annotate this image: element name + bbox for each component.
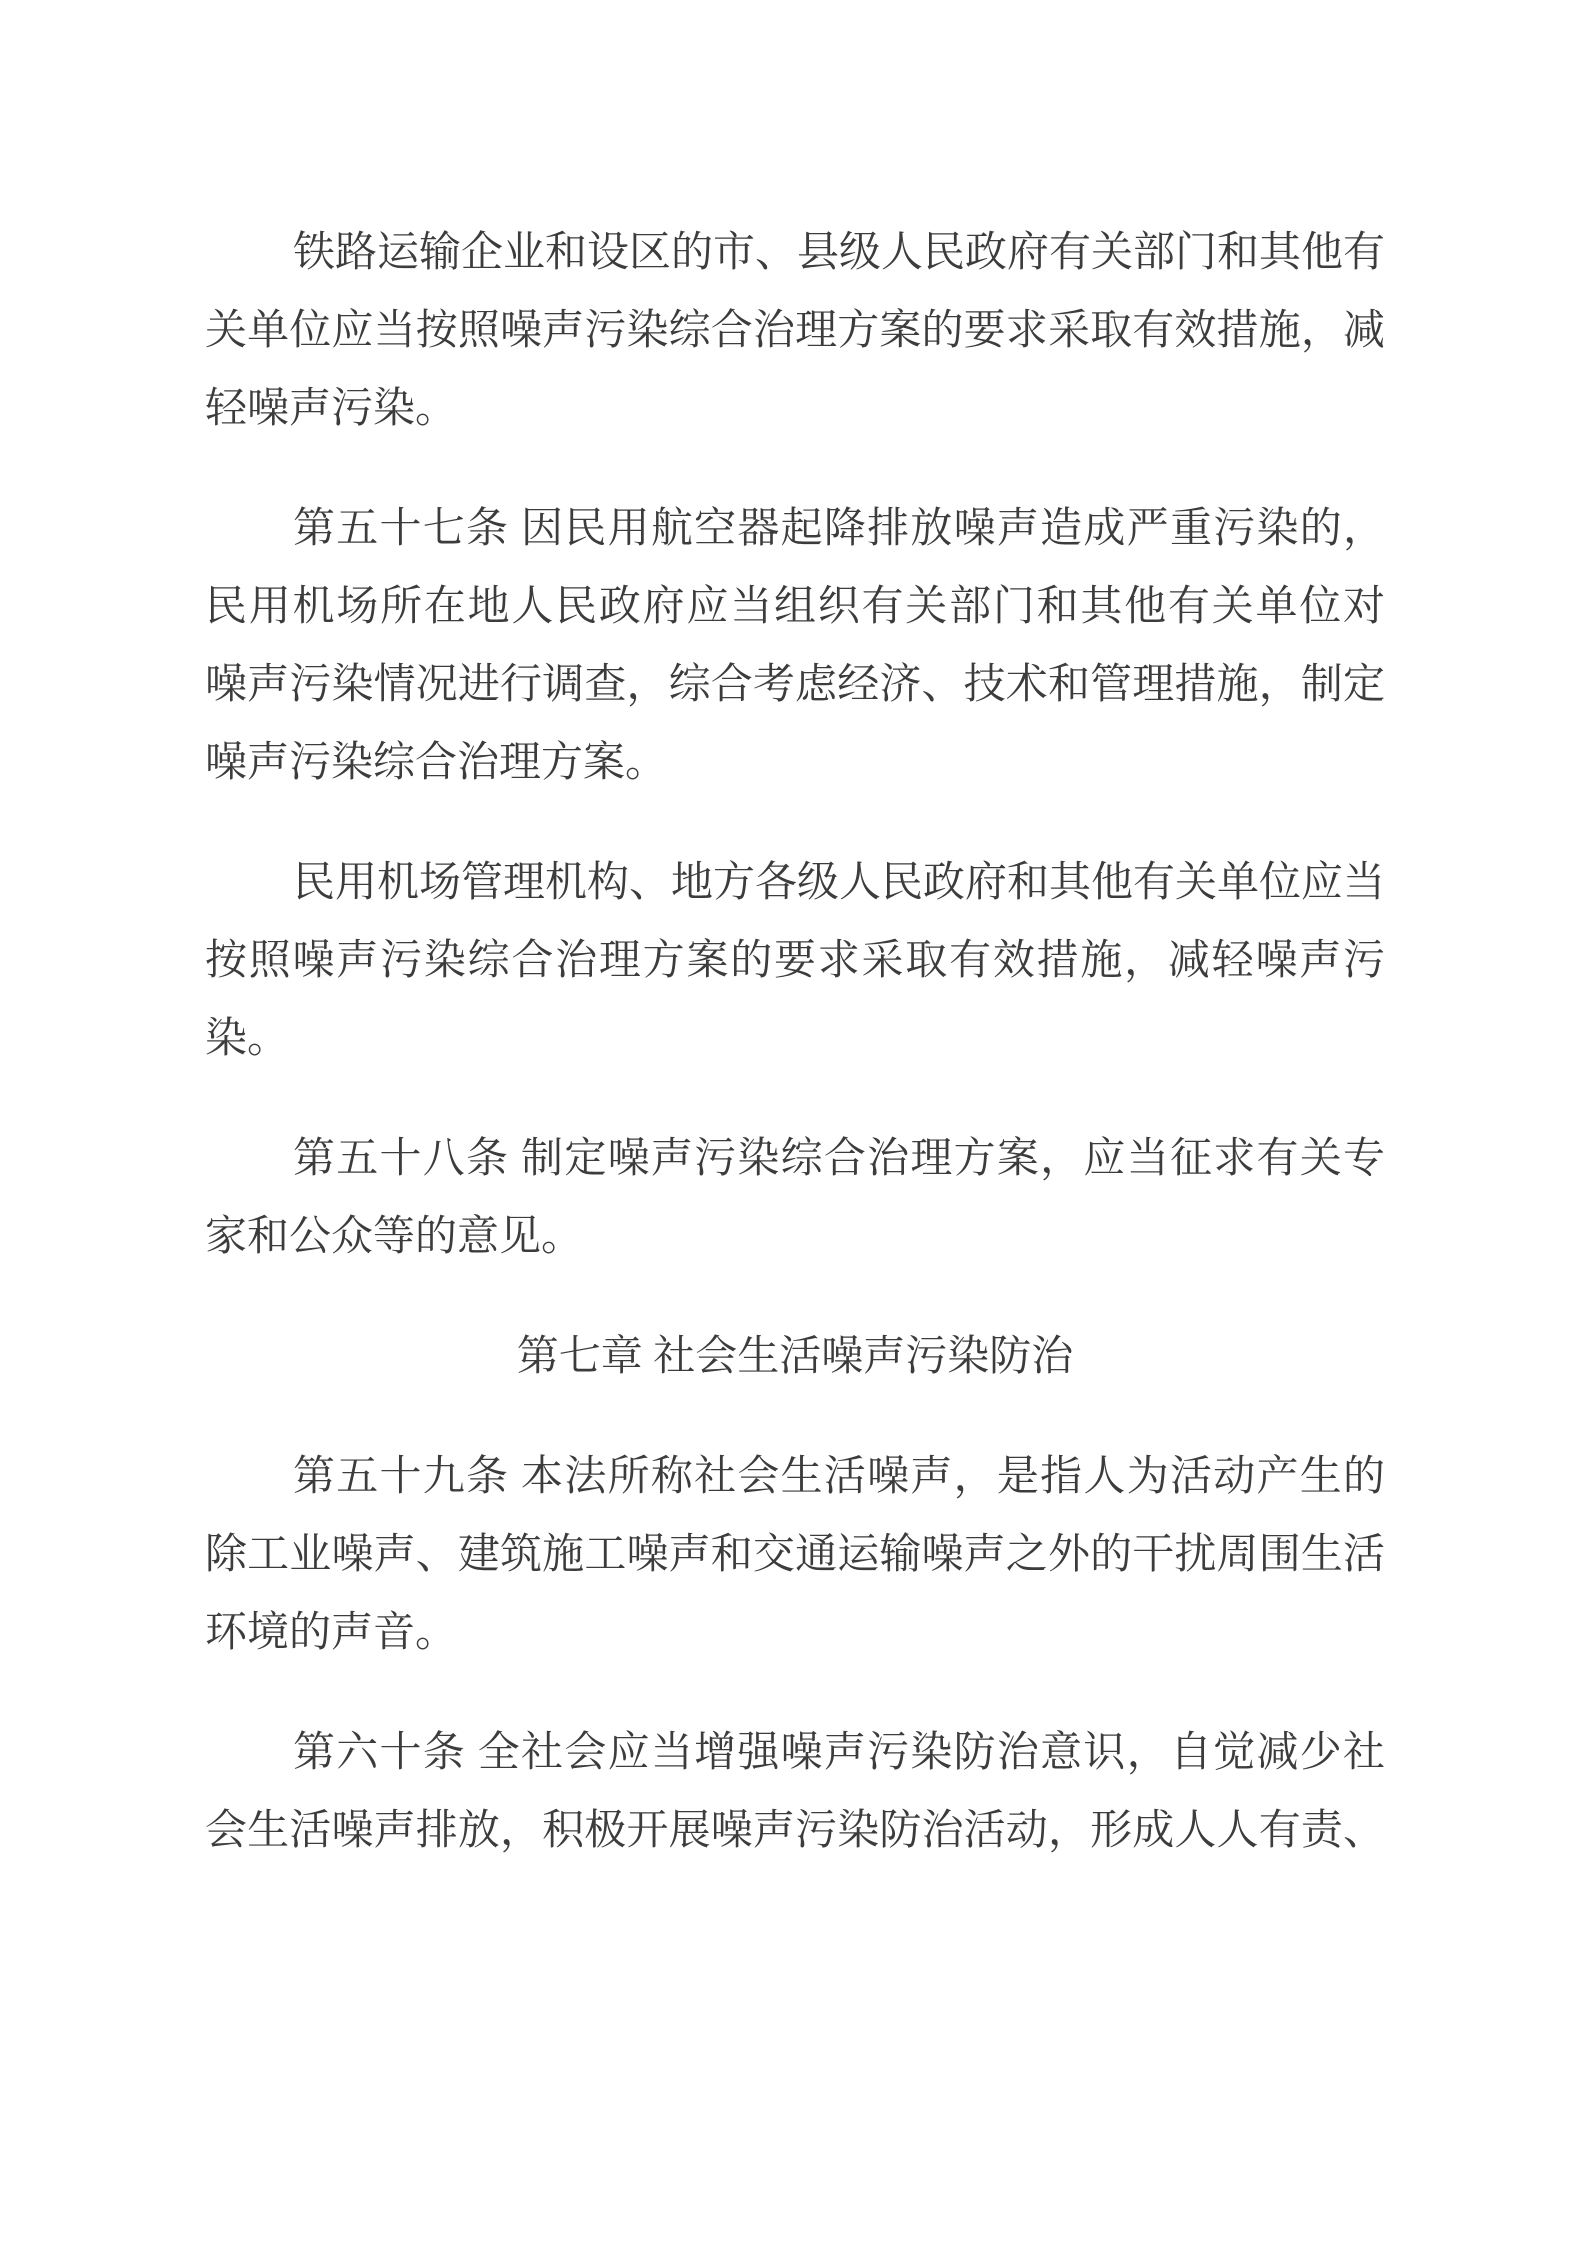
text-line: 第五十七条 因民用航空器起降排放噪声造成严重污染的，: [293, 506, 1385, 552]
text-line: 关单位应当按照噪声污染综合治理方案的要求采取有效措施，减: [205, 308, 1385, 354]
text-line: 除工业噪声、建筑施工噪声和交通运输噪声之外的干扰周围生活: [205, 1532, 1385, 1578]
paragraph-article-57: [205, 490, 1385, 802]
chapter-heading: 第七章 社会生活噪声污染防治: [516, 1334, 1074, 1380]
text-line: 第五十八条 制定噪声污染综合治理方案，应当征求有关专: [293, 1136, 1385, 1182]
text-line: 噪声污染综合治理方案。: [205, 740, 668, 786]
paragraph-airport-authority: [205, 844, 1385, 1078]
text-line: 第六十条 全社会应当增强噪声污染防治意识，自觉减少社: [293, 1730, 1385, 1776]
paragraph-railway-measures: [205, 214, 1385, 448]
text-line: 第五十九条 本法所称社会生活噪声，是指人为活动产生的: [293, 1454, 1385, 1500]
text-line: 轻噪声污染。: [205, 386, 458, 432]
paragraph-article-59: [205, 1438, 1385, 1672]
paragraph-article-58: [205, 1120, 1385, 1276]
text-line: 家和公众等的意见。: [205, 1214, 584, 1260]
text-line: 按照噪声污染综合治理方案的要求采取有效措施，减轻噪声污: [205, 938, 1385, 984]
text-line: 民用机场所在地人民政府应当组织有关部门和其他有关单位对: [205, 584, 1385, 630]
text-line: 环境的声音。: [205, 1610, 458, 1656]
paragraph-article-60: [205, 1714, 1385, 1870]
text-line: 染。: [205, 1016, 290, 1062]
text-line: 噪声污染情况进行调查，综合考虑经济、技术和管理措施，制定: [205, 662, 1385, 708]
text-line: 会生活噪声排放，积极开展噪声污染防治活动，形成人人有责、: [205, 1808, 1385, 1854]
text-line: 民用机场管理机构、地方各级人民政府和其他有关单位应当: [293, 860, 1385, 906]
text-line: 铁路运输企业和设区的市、县级人民政府有关部门和其他有: [293, 230, 1385, 276]
